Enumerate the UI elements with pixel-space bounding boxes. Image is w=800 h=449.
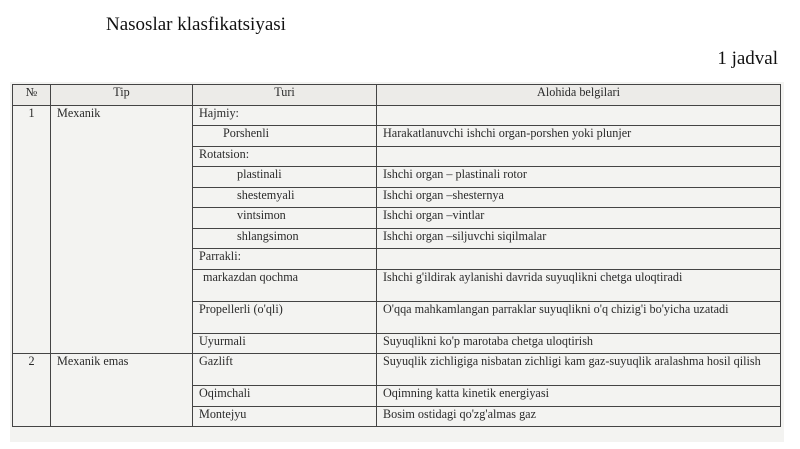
belgi-cell: Ishchi organ – plastinali rotor (377, 167, 781, 188)
table-row (13, 105, 781, 126)
belgi-cell (377, 146, 781, 167)
group-tip: Mexanik emas (51, 354, 193, 427)
belgi-cell: Ishchi organ –vintlar (377, 208, 781, 229)
header-belgilari: Alohida belgilari (377, 85, 781, 106)
belgi-cell: Harakatlanuvchi ishchi organ-porshen yoki plunjer (377, 126, 781, 147)
group-tip: Mexanik (51, 105, 193, 354)
belgi-cell: Suyuqlikni ko'p marotaba chetga uloqtirish (377, 333, 781, 354)
turi-cell: vintsimon (193, 208, 377, 229)
turi-cell: markazdan qochma (193, 269, 377, 301)
turi-cell: Parrakli: (193, 249, 377, 270)
pump-classification-table (12, 84, 781, 427)
scanned-table-image (10, 82, 784, 442)
turi-cell: Porshenli (193, 126, 377, 147)
document-title: Nasoslar klasfikatsiyasi (106, 14, 286, 35)
header-number: № (13, 85, 51, 106)
turi-cell: plastinali (193, 167, 377, 188)
belgi-cell: Ishchi organ –shesternya (377, 187, 781, 208)
turi-cell: Oqimchali (193, 386, 377, 407)
turi-cell: Montejyu (193, 406, 377, 427)
table-label: 1 jadval (717, 48, 778, 69)
turi-cell: shestemyali (193, 187, 377, 208)
belgi-cell (377, 249, 781, 270)
header-tip: Tip (51, 85, 193, 106)
belgi-cell (377, 105, 781, 126)
turi-cell: Rotatsion: (193, 146, 377, 167)
group-number: 1 (13, 105, 51, 354)
belgi-cell: Oqimning katta kinetik energiyasi (377, 386, 781, 407)
turi-cell: Hajmiy: (193, 105, 377, 126)
belgi-cell: Ishchi g'ildirak aylanishi davrida suyuqlikni chetga uloqtiradi (377, 269, 781, 301)
turi-cell: Uyurmali (193, 333, 377, 354)
turi-cell: Propellerli (o'qli) (193, 301, 377, 333)
turi-cell: shlangsimon (193, 228, 377, 249)
header-turi: Turi (193, 85, 377, 106)
table-row (13, 354, 781, 386)
turi-cell: Gazlift (193, 354, 377, 386)
belgi-cell: Ishchi organ –siljuvchi siqilmalar (377, 228, 781, 249)
belgi-cell: O'qqa mahkamlangan parraklar suyuqlikni o'q chizig'i bo'yicha uzatadi (377, 301, 781, 333)
belgi-cell: Bosim ostidagi qo'zg'almas gaz (377, 406, 781, 427)
belgi-cell: Suyuqlik zichligiga nisbatan zichligi kam gaz-suyuqlik aralashma hosil qilish (377, 354, 781, 386)
group-number: 2 (13, 354, 51, 427)
header-row (13, 85, 781, 106)
